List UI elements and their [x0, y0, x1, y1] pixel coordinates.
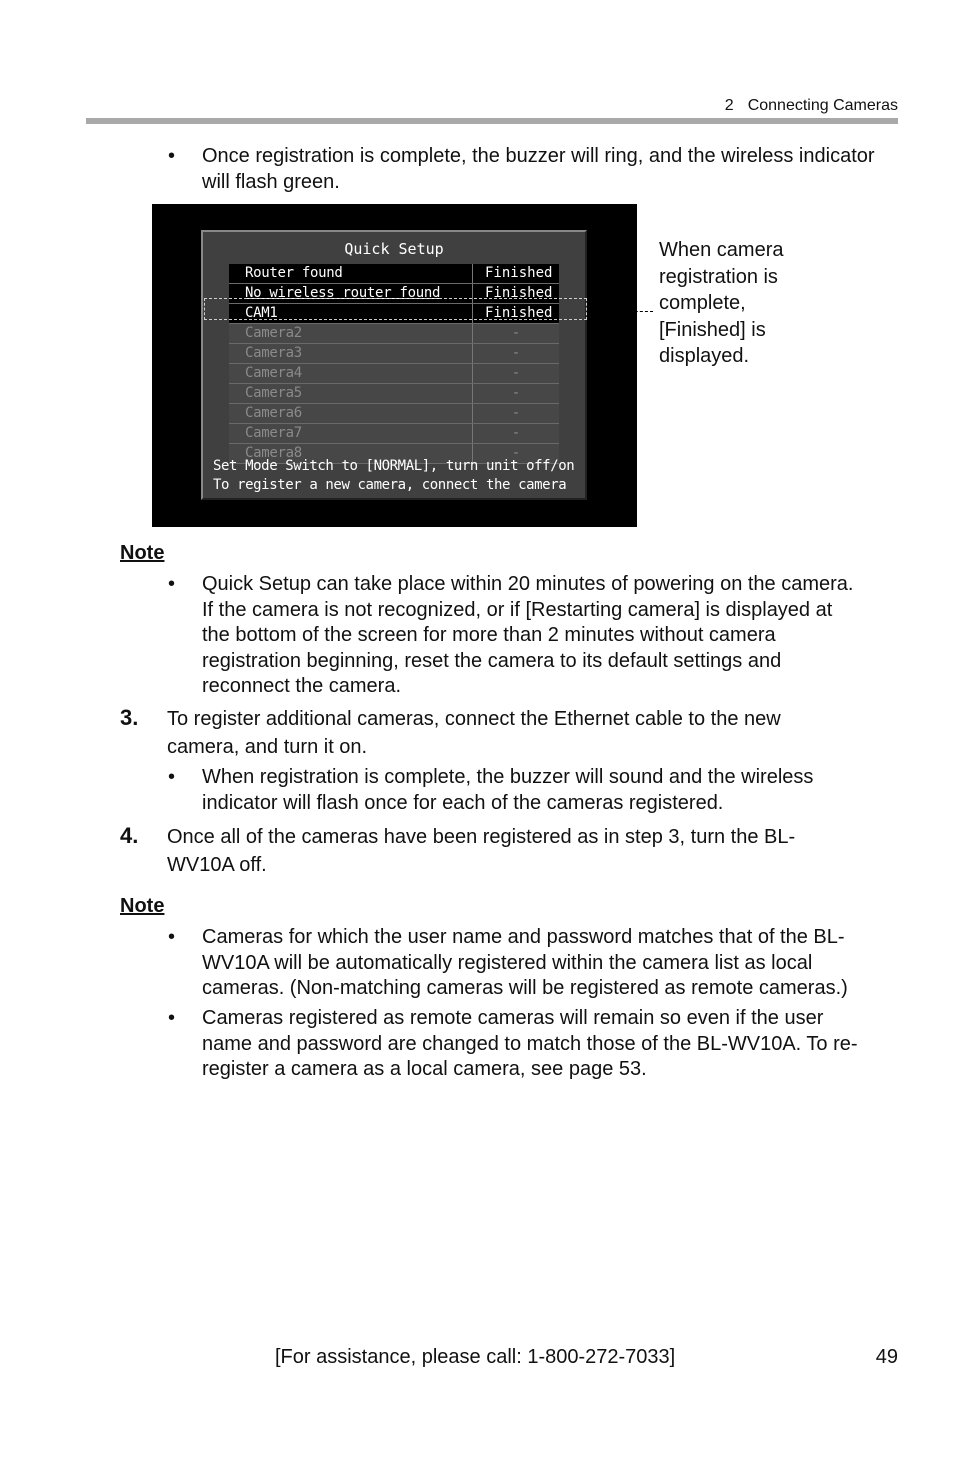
table-row — [229, 424, 559, 444]
row-status: - — [472, 384, 559, 403]
quick-setup-table — [229, 264, 559, 464]
callout-text — [659, 237, 859, 370]
quick-setup-title: Quick Setup — [344, 240, 444, 258]
table-row — [229, 404, 559, 424]
bullet-dot: • — [168, 1007, 176, 1029]
note1-line: reconnect the camera. — [202, 675, 401, 697]
table-row — [229, 344, 559, 364]
step3-bullet-line: When registration is complete, the buzzer will sound and the wireless — [202, 766, 814, 788]
bullet-dot: • — [168, 926, 176, 948]
bullet-dot: • — [168, 145, 176, 167]
callout-line: When camera — [659, 239, 784, 261]
callout-line: displayed. — [659, 345, 750, 367]
note-heading: Note — [120, 895, 165, 917]
chapter-number: 2 — [724, 97, 734, 114]
page-number: 49 — [875, 1346, 898, 1368]
row-status: - — [472, 364, 559, 383]
note1-line: registration beginning, reset the camera to its default settings and — [202, 649, 782, 672]
callout-line: registration is — [659, 265, 778, 288]
table-row — [229, 264, 559, 284]
note1-line: Quick Setup can take place within 20 minutes of powering on the camera. — [202, 573, 854, 595]
row-name: CAM1 — [245, 305, 278, 321]
note2-line: Cameras registered as remote cameras will remain so even if the user — [202, 1007, 824, 1029]
table-row — [229, 324, 559, 344]
step3-bullet-line: indicator will flash once for each of the cameras registered. — [202, 791, 724, 814]
quick-setup-screenshot — [152, 204, 637, 527]
callout-line: [Finished] is — [659, 318, 766, 341]
note1-line: If the camera is not recognized, or if [Restarting camera] is displayed at — [202, 598, 833, 621]
note2-bullet — [168, 925, 902, 1002]
step-number: 4. — [120, 823, 139, 848]
row-name: Camera6 — [245, 405, 302, 421]
row-status: - — [472, 424, 559, 443]
bullet-dot: • — [168, 573, 176, 595]
row-status: - — [472, 404, 559, 423]
top-bullet-text: Once registration is complete, the buzzer will ring, and the wireless indicator will flash green. — [202, 145, 875, 193]
row-name: Camera5 — [245, 385, 302, 401]
step3-line: To register additional cameras, connect the Ethernet cable to the new — [167, 708, 781, 730]
note2-line: cameras. (Non-matching cameras will be registered as remote cameras.) — [202, 977, 848, 999]
row-name: Camera8 — [245, 445, 302, 461]
row-name: Camera4 — [245, 365, 302, 381]
callout-leader-line — [589, 311, 653, 312]
note2-line: WV10A will be automatically registered within the camera list as local — [202, 951, 813, 974]
table-row — [229, 364, 559, 384]
note-heading: Note — [120, 542, 165, 564]
row-status: - — [472, 324, 559, 343]
quick-setup-panel — [201, 230, 587, 500]
row-name: Router found — [245, 265, 343, 281]
step4-line: Once all of the cameras have been registered as in step 3, turn the BL- — [167, 826, 796, 848]
note2-line: Cameras for which the user name and password matches that of the BL- — [202, 926, 845, 948]
row-status: - — [472, 344, 559, 363]
running-header — [700, 97, 898, 115]
note2-line: name and password are changed to match those of the BL-WV10A. To re- — [202, 1032, 858, 1055]
chapter-title: Connecting Cameras — [747, 97, 898, 114]
table-row — [229, 384, 559, 404]
note2-line: register a camera as a local camera, see page 53. — [202, 1058, 647, 1080]
assistance-footer: [For assistance, please call: 1-800-272-7033] — [275, 1346, 676, 1368]
callout-line: complete, — [659, 292, 746, 314]
step3-bullet — [168, 765, 892, 816]
header-rule — [86, 118, 898, 124]
note2-bullet — [168, 1006, 902, 1083]
step3-line: camera, and turn it on. — [167, 736, 368, 758]
step4-text — [167, 823, 887, 879]
step-number: 3. — [120, 705, 139, 730]
row-name: Camera7 — [245, 425, 302, 441]
step3-text — [167, 705, 887, 761]
row-status: Finished — [472, 284, 559, 303]
row-status: - — [472, 444, 559, 463]
instruction-line: Set Mode Switch to [NORMAL], turn unit off/on — [213, 458, 575, 474]
row-status: Finished — [472, 304, 559, 323]
row-status: Finished — [472, 264, 559, 283]
highlight-box — [204, 298, 587, 320]
row-name: No wireless router found — [245, 285, 441, 301]
row-name: Camera2 — [245, 325, 302, 341]
note1-bullet — [168, 572, 902, 700]
instruction-line: To register a new camera, connect the camera — [213, 477, 567, 493]
bullet-dot: • — [168, 766, 176, 788]
top-bullet — [168, 144, 892, 195]
note1-line: the bottom of the screen for more than 2 minutes without camera — [202, 624, 776, 646]
row-name: Camera3 — [245, 345, 302, 361]
step4-line: WV10A off. — [167, 854, 267, 876]
